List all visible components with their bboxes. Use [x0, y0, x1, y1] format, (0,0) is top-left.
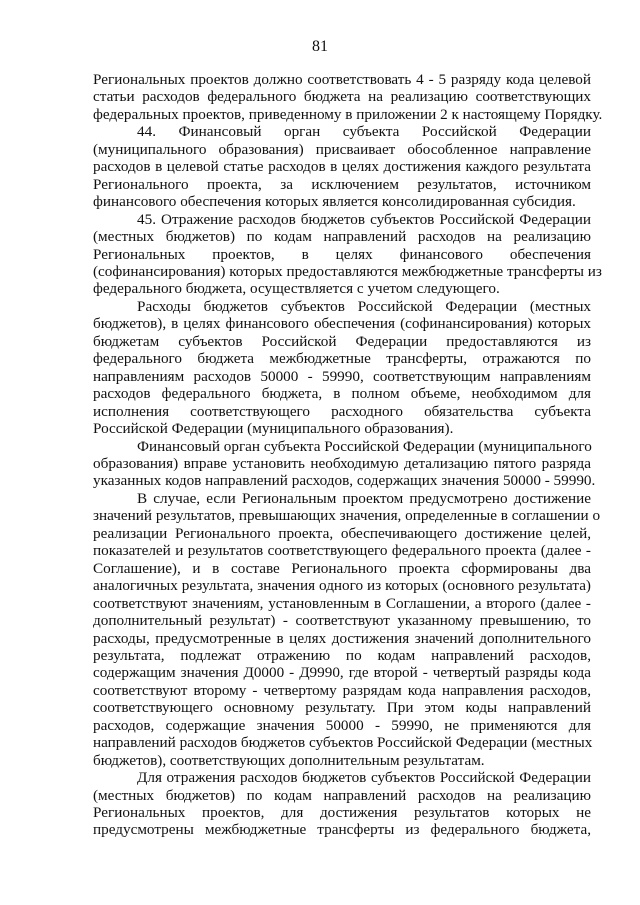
text-line: дополнительный результат) - соответствуют указанному превышению, то: [93, 612, 591, 630]
text-line: результата, подлежат отражению по кодам направлений расходов,: [93, 646, 591, 664]
text-line: образования) вправе установить необходимую детализацию пятого разряда: [93, 454, 591, 472]
text-line: Регионального проекта, за исключением результатов, источником: [93, 175, 591, 193]
text-line: бюджетов), соответствующих дополнительным результатам.: [93, 751, 485, 769]
text-line: (местных бюджетов) по кодам направлений расходов на реализацию: [93, 786, 591, 804]
paragraph-no-transfers: [93, 769, 591, 839]
paragraph-financial-body: [93, 437, 596, 490]
text-line: (софинансирования) которых предоставляются межбюджетные трансферты из: [93, 262, 602, 280]
text-line: исполнения соответствующего расходного обязательства субъекта: [93, 402, 591, 420]
text-line: Региональных проектов, в целях финансового обеспечения: [93, 245, 591, 263]
text-line: реализации Регионального проекта, обеспечивающего достижение целей,: [93, 524, 591, 542]
text-line: 44. Финансовый орган субъекта Российской Федерации: [137, 123, 591, 141]
paragraph-expenses: [93, 298, 591, 438]
text-line: расходы, предусмотренные в целях достижения значений дополнительного: [93, 629, 591, 647]
text-line: федерального бюджета межбюджетные трансферты, отражаются по: [93, 350, 591, 368]
text-line: соответствуют второму - четвертому разрядам кода направления расходов,: [93, 681, 591, 699]
text-line: федеральных проектов, приведенному в приложении 2 к настоящему Порядку.: [93, 105, 603, 123]
text-line: Региональных проектов должно соответствовать 4 - 5 разряду кода целевой: [93, 71, 591, 88]
paragraph-item-45: [93, 210, 602, 298]
text-line: Финансовый орган субъекта Российской Федерации (муниципального: [137, 437, 592, 455]
text-line: направлениям расходов 50000 - 59990, соответствующим направлениям: [93, 367, 591, 385]
text-line: соответствуют значениям, установленным в Соглашении, а второго (далее -: [93, 594, 591, 612]
document-body: [93, 71, 603, 839]
text-line: (муниципального образования) присваивает обособленное направление: [93, 140, 591, 158]
text-line: 45. Отражение расходов бюджетов субъектов Российской Федерации: [137, 210, 591, 228]
paragraph-item-44: [93, 123, 591, 210]
paragraph-continuation: [93, 71, 603, 123]
text-line: федерального бюджета, осуществляется с учетом следующего.: [93, 280, 500, 298]
text-line: Для отражения расходов бюджетов субъектов Российской Федерации: [137, 769, 591, 787]
text-line: расходов, содержащие значения 50000 - 59990, не применяются для: [93, 716, 591, 734]
text-line: Российской Федерации (муниципального образования).: [93, 420, 454, 438]
text-line: аналогичных результата, значения одного из которых (основного результата): [93, 577, 591, 595]
text-line: показателей и результатов соответствующего федерального проекта (далее -: [93, 542, 591, 560]
text-line: Региональных проектов, для достижения результатов которых не: [93, 804, 591, 822]
text-line: В случае, если Региональным проектом предусмотрено достижение: [137, 489, 591, 507]
text-line: финансового обеспечения которых является консолидированная субсидия.: [93, 193, 576, 211]
text-line: Соглашение), и в составе Регионального проекта сформированы два: [93, 559, 591, 577]
text-line: предусмотрены межбюджетные трансферты из федерального бюджета,: [93, 821, 591, 839]
text-line: содержащим значения Д0000 - Д9990, где второй - четвертый разряды кода: [93, 664, 591, 682]
text-line: бюджетов), в целях финансового обеспечения (софинансирования) которых: [93, 315, 591, 333]
text-line: (местных бюджетов) по кодам направлений расходов на реализацию: [93, 228, 591, 246]
paragraph-additional-results: [93, 489, 601, 769]
text-line: расходов в целевой статье расходов в целях достижения каждого результата: [93, 158, 591, 176]
text-line: направлений расходов бюджетов субъектов Российской Федерации (местных: [93, 734, 593, 752]
text-line: расходов федерального бюджета, в полном объеме, необходимом для: [93, 385, 591, 403]
text-line: статьи расходов федерального бюджета на реализацию соответствующих: [93, 88, 591, 106]
text-line: бюджетам субъектов Российской Федерации предоставляются из: [93, 332, 591, 350]
text-line: Расходы бюджетов субъектов Российской Федерации (местных: [137, 297, 591, 315]
page-number: 81: [312, 38, 328, 55]
text-line: значений результатов, превышающих значения, определенные в соглашении о: [93, 507, 601, 525]
text-line: соответствующего основному результату. При этом коды направлений: [93, 699, 591, 717]
text-line: указанных кодов направлений расходов, содержащих значения 50000 - 59990.: [93, 472, 596, 490]
